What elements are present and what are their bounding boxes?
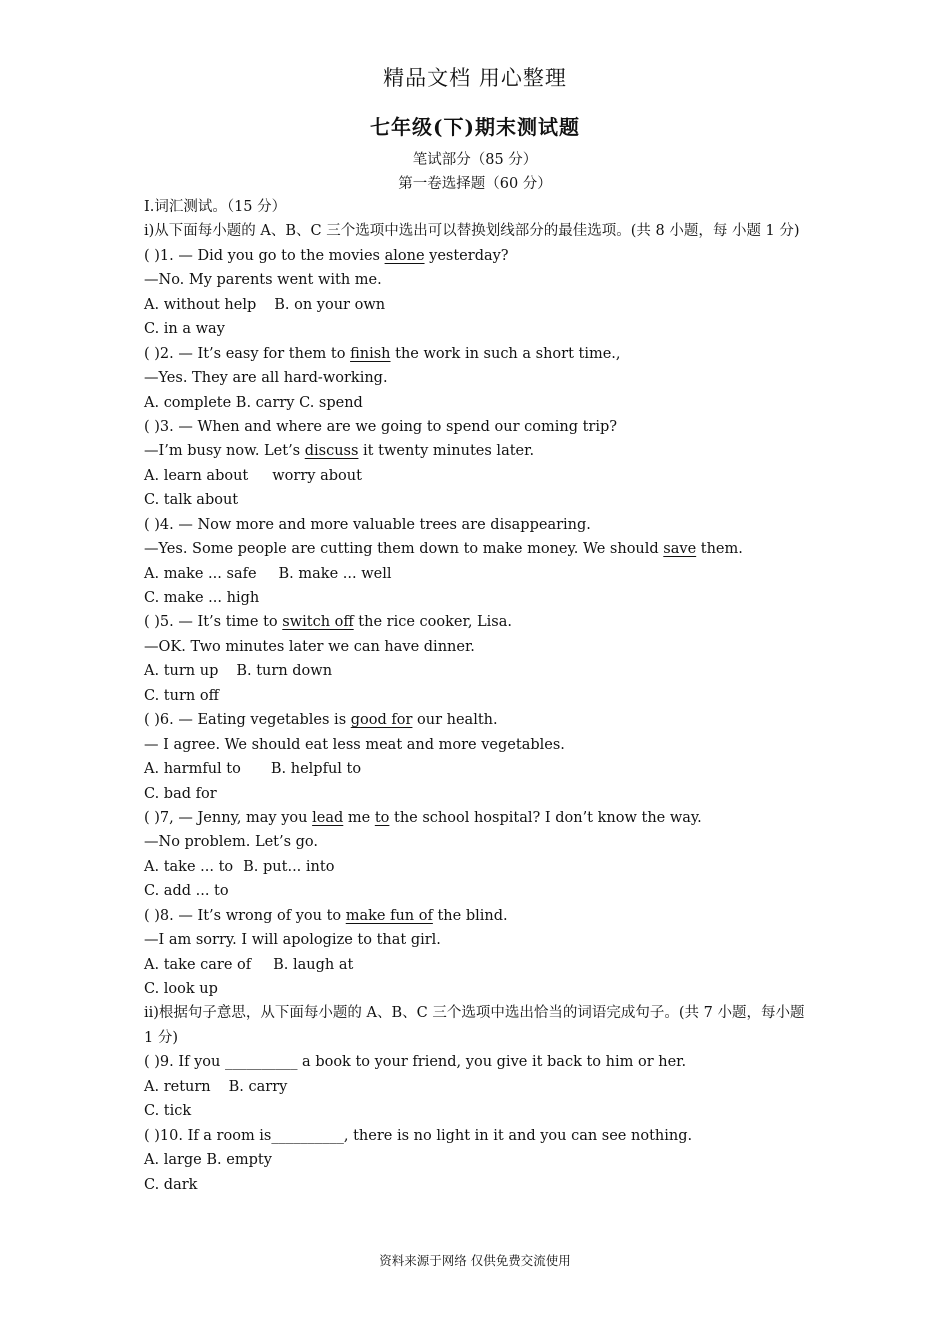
question-9-options-ab bbox=[144, 1075, 812, 1099]
question-7: ( )7, — Jenny, may you lead me to the school hospital? I don’t know the way. bbox=[144, 809, 702, 826]
option-a: A. take care of bbox=[144, 956, 252, 973]
option-a: A. make ... safe bbox=[144, 565, 257, 582]
option-a: A. harmful to bbox=[144, 761, 241, 778]
option-b: B. make ... well bbox=[278, 565, 392, 582]
section-volume-heading: 第一卷选择题（60 分） bbox=[398, 176, 552, 192]
question-10: ( )10. If a room is__________, there is no light in it and you can see nothing. bbox=[144, 1127, 693, 1144]
question-3: ( )3. — When and where are we going to spend our coming trip? bbox=[144, 418, 618, 435]
question-6: ( )6. — Eating vegetables is good for our health. bbox=[144, 712, 498, 729]
question-5-options-ab bbox=[144, 659, 812, 683]
question-6-options-ab bbox=[144, 757, 812, 781]
underlined-word: good for bbox=[350, 712, 413, 729]
option-b: B. laugh at bbox=[273, 956, 354, 973]
underlined-word: to bbox=[374, 809, 390, 826]
question-5-reply: —OK. Two minutes later we can have dinner. bbox=[144, 638, 475, 655]
option-a: A. return bbox=[144, 1078, 211, 1095]
question-7-option-c: C. add ... to bbox=[144, 883, 229, 900]
sub-i-instruction: i)从下面每小题的 A、B、C 三个选项中选出可以替换划线部分的最佳选项。(共 8 小题，每 小题 1 分) bbox=[144, 223, 800, 240]
question-3-option-c: C. talk about bbox=[144, 492, 239, 509]
exam-body bbox=[144, 195, 812, 1197]
question-3-options-ab bbox=[144, 464, 812, 488]
question-6-option-c: C. bad for bbox=[144, 785, 217, 802]
question-2: ( )2. — It’s easy for them to finish the work in such a short time., bbox=[144, 345, 621, 362]
question-10-option-c: C. dark bbox=[144, 1176, 198, 1193]
question-10-options-ab: A. large B. empty bbox=[144, 1152, 272, 1169]
question-8-reply: —I am sorry. I will apologize to that girl. bbox=[144, 932, 441, 949]
underlined-word: finish bbox=[350, 345, 391, 362]
sub-ii-instruction: ii)根据句子意思，从下面每小题的 A、B、C 三个选项中选出恰当的词语完成句子。(共 7 小题，每小题 1 分) bbox=[144, 1005, 805, 1046]
question-7-options-ab bbox=[144, 855, 812, 879]
answer-blank: __________ bbox=[271, 1127, 344, 1144]
question-2-reply: —Yes. They are all hard-working. bbox=[144, 370, 388, 387]
section-written-heading: 笔试部分（85 分） bbox=[412, 152, 538, 168]
question-8-options-ab bbox=[144, 953, 812, 977]
document-banner: 精品文档 用心整理 bbox=[383, 66, 567, 90]
option-b: B. carry bbox=[228, 1078, 288, 1095]
option-b: B. on your own bbox=[274, 296, 386, 313]
option-b: B. helpful to bbox=[270, 761, 362, 778]
underlined-word: save bbox=[663, 541, 697, 558]
option-a: A. turn up bbox=[144, 663, 219, 680]
question-5: ( )5. — It’s time to switch off the rice cooker, Lisa. bbox=[144, 614, 512, 631]
answer-blank: __________ bbox=[224, 1054, 298, 1071]
option-a: A. learn about bbox=[144, 467, 249, 484]
option-a: A. take ... to bbox=[144, 858, 234, 875]
option-b: B. turn down bbox=[236, 663, 333, 680]
page-title: 七年级(下)期末测试题 bbox=[370, 115, 580, 139]
underlined-word: alone bbox=[384, 247, 425, 264]
question-1-option-c: C. in a way bbox=[144, 321, 225, 338]
question-1-reply: —No. My parents went with me. bbox=[144, 272, 382, 289]
question-4: ( )4. — Now more and more valuable trees are disappearing. bbox=[144, 516, 591, 533]
question-4-reply: —Yes. Some people are cutting them down to make money. We should save them. bbox=[144, 541, 743, 558]
question-5-option-c: C. turn off bbox=[144, 687, 219, 704]
question-1: ( )1. — Did you go to the movies alone yesterday? bbox=[144, 247, 509, 264]
question-2-options: A. complete B. carry C. spend bbox=[144, 394, 363, 411]
option-a: A. without help bbox=[144, 296, 257, 313]
part1-heading: I.词汇测试。（15 分） bbox=[144, 199, 287, 215]
question-4-option-c: C. make ... high bbox=[144, 590, 260, 607]
option-b: worry about bbox=[272, 467, 362, 484]
underlined-word: make fun of bbox=[345, 907, 433, 924]
question-7-reply: —No problem. Let’s go. bbox=[144, 834, 318, 851]
question-9: ( )9. If you __________ a book to your friend, you give it back to him or her. bbox=[144, 1054, 687, 1071]
question-6-reply: — I agree. We should eat less meat and more vegetables. bbox=[144, 736, 565, 753]
underlined-word: lead bbox=[312, 809, 344, 826]
underlined-word: switch off bbox=[282, 614, 354, 631]
question-4-options-ab bbox=[144, 562, 812, 586]
question-9-option-c: C. tick bbox=[144, 1103, 192, 1120]
question-8: ( )8. — It’s wrong of you to make fun of the blind. bbox=[144, 907, 508, 924]
option-b: B. put... into bbox=[243, 858, 335, 875]
question-8-option-c: C. look up bbox=[144, 981, 218, 998]
underlined-word: discuss bbox=[304, 443, 359, 460]
page-footer: 资料来源于网络 仅供免费交流使用 bbox=[379, 1253, 571, 1268]
question-1-options-ab bbox=[144, 293, 812, 317]
question-3-reply: —I’m busy now. Let’s discuss it twenty minutes later. bbox=[144, 443, 535, 460]
